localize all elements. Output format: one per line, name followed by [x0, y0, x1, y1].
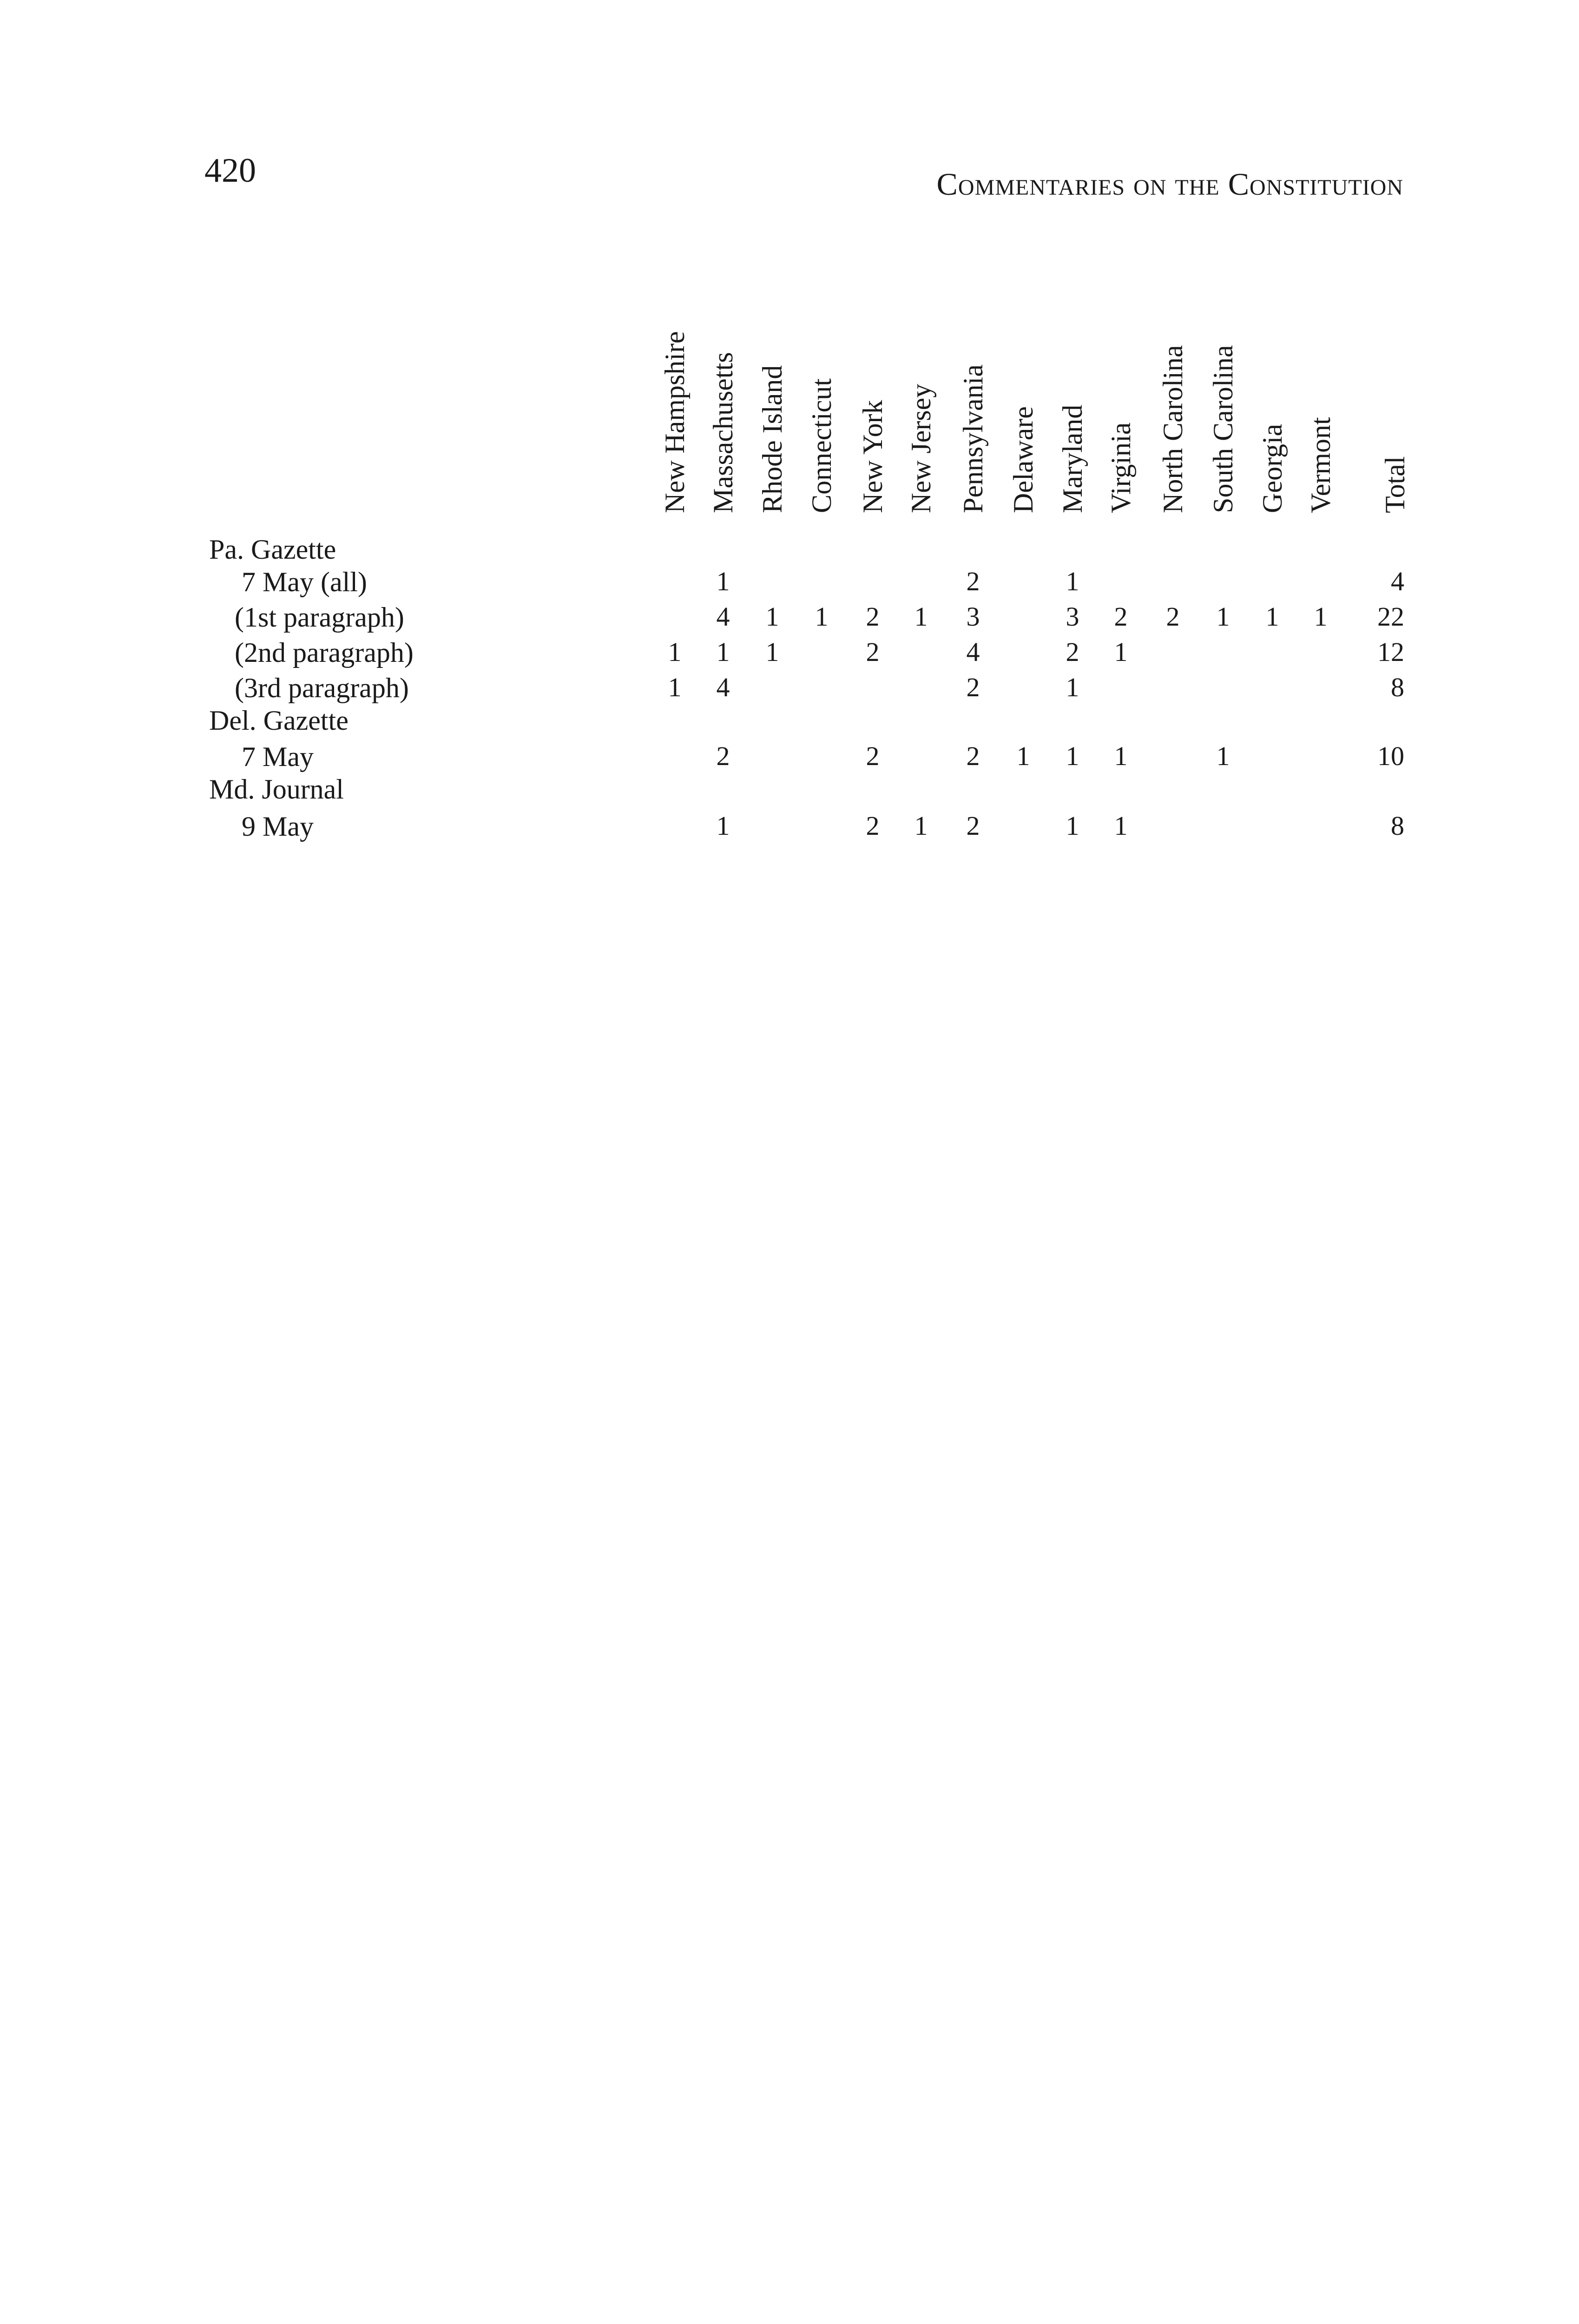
table-cell: 1 [668, 637, 682, 667]
table-cell: 2 [1114, 601, 1128, 632]
table-cell: 2 [1166, 601, 1180, 632]
table-cell: 2 [866, 637, 880, 667]
column-header: Massachusetts [708, 352, 738, 513]
column-header: Georgia [1257, 423, 1288, 513]
column-header: Pennsylvania [958, 364, 988, 513]
column-header: Vermont [1305, 417, 1336, 513]
column-header: Maryland [1057, 404, 1088, 513]
row-label: Md. Journal [209, 774, 344, 805]
table-cell: 2 [966, 741, 980, 771]
column-header: North Carolina [1158, 345, 1188, 513]
row-total-cell: 12 [1377, 637, 1404, 667]
table-cell: 2 [1066, 637, 1079, 667]
table-cell: 2 [716, 741, 730, 771]
table-cell: 4 [716, 601, 730, 632]
table-cell: 1 [1114, 741, 1128, 771]
table-cell: 4 [966, 637, 980, 667]
page-number: 420 [204, 152, 256, 190]
row-label: 9 May [242, 811, 314, 842]
table-cell: 1 [1066, 741, 1079, 771]
table-cell: 1 [1066, 811, 1079, 841]
table-cell: 1 [716, 811, 730, 841]
row-label: 7 May [242, 741, 314, 772]
row-total-cell: 8 [1391, 811, 1404, 841]
running-head: Commentaries on the Constitution [936, 166, 1403, 202]
table-cell: 2 [966, 811, 980, 841]
table-cell: 1 [1066, 672, 1079, 702]
row-label: Del. Gazette [209, 705, 349, 736]
table-cell: 2 [866, 601, 880, 632]
row-total-cell: 4 [1391, 566, 1404, 596]
table-cell: 4 [716, 672, 730, 702]
row-label: (2nd paragraph) [235, 637, 414, 668]
table-cell: 1 [1114, 637, 1128, 667]
table-cell: 2 [966, 566, 980, 596]
table-cell: 1 [1114, 811, 1128, 841]
table-cell: 1 [716, 637, 730, 667]
row-total-cell: 8 [1391, 672, 1404, 702]
row-label: (3rd paragraph) [235, 673, 409, 703]
table-cell: 1 [1066, 566, 1079, 596]
column-header: Total [1380, 456, 1410, 513]
column-header: New York [857, 400, 888, 513]
column-header: Virginia [1105, 422, 1136, 513]
table-cell: 2 [866, 811, 880, 841]
table-cell: 1 [1314, 601, 1328, 632]
table-cell: 3 [1066, 601, 1079, 632]
table-cell: 3 [966, 601, 980, 632]
column-header: New Jersey [906, 383, 936, 513]
table-cell: 1 [1016, 741, 1030, 771]
table-cell: 1 [765, 637, 779, 667]
table-cell: 1 [765, 601, 779, 632]
row-label: Pa. Gazette [209, 534, 336, 565]
row-label: (1st paragraph) [235, 602, 404, 633]
column-header: Delaware [1008, 406, 1039, 513]
table-cell: 1 [914, 601, 928, 632]
table-cell: 1 [1216, 741, 1230, 771]
column-header: Rhode Island [757, 365, 788, 513]
row-total-cell: 10 [1377, 741, 1404, 771]
table-cell: 1 [815, 601, 829, 632]
table-cell: 1 [1216, 601, 1230, 632]
table-cell: 1 [1265, 601, 1279, 632]
column-header: Connecticut [806, 378, 837, 513]
column-header: South Carolina [1208, 345, 1238, 513]
table-cell: 1 [716, 566, 730, 596]
column-header: New Hampshire [659, 331, 690, 513]
table-cell: 2 [866, 741, 880, 771]
row-label: 7 May (all) [242, 567, 367, 597]
table-cell: 2 [966, 672, 980, 702]
table-cell: 1 [668, 672, 682, 702]
table-cell: 1 [914, 811, 928, 841]
row-total-cell: 22 [1377, 601, 1404, 632]
